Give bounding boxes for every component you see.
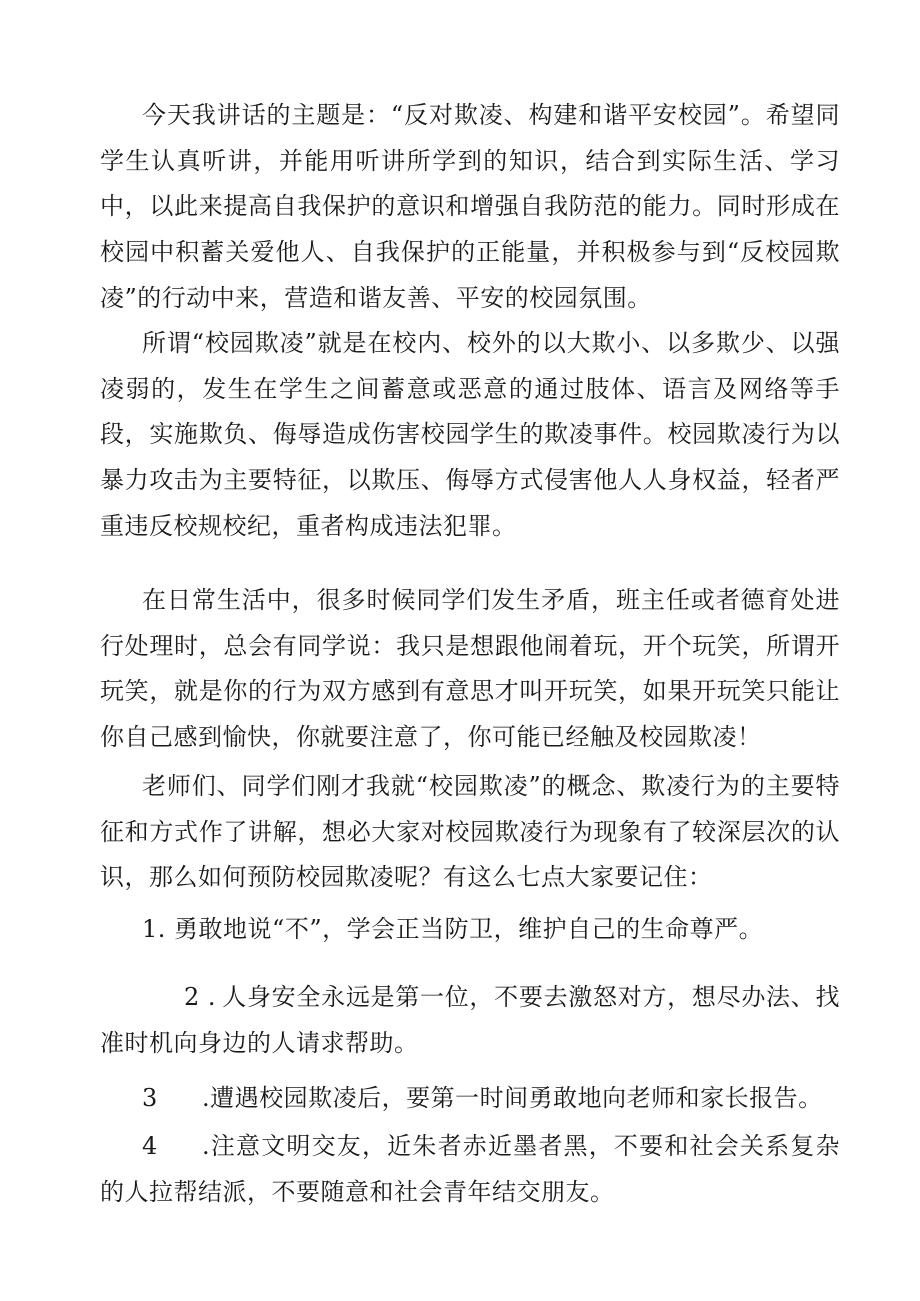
paragraph-summary: 老师们、同学们刚才我就“校园欺凌”的概念、欺凌行为的主要特征和方式作了讲解，想必大家对校园欺凌行为现象有了较深层次的认识，那么如何预防校园欺凌呢？有这么七点大家要记住： [100, 772, 840, 892]
paragraph-daily-life: 在日常生活中，很多时候同学们发生矛盾，班主任或者德育处进行处理时，总会有同学说：我只是想跟他闹着玩，开个玩笑，所谓开玩笑，就是你的行为双方感到有意思才叫开玩笑，如果开玩笑只能让你自己感到愉快，你就要注意了，你可能已经触及校园欺凌！ [100, 586, 840, 752]
list-item-1 [100, 907, 840, 953]
list-item-number: 2 . [184, 983, 217, 1011]
paragraph-theme: 今天我讲话的主题是：“反对欺凌、构建和谐平安校园”。希望同学生认真听讲，并能用听讲所学到的知识，结合到实际生活、学习中，以此来提高自我保护的意识和增强自我防范的能力。同时形成在校园中积蓄关爱他人、自我保护的正能量，并积极参与到“反校园欺凌”的行动中来，营造和谐友善、平安的校园氛围。 [100, 101, 840, 312]
list-item-text: .注意文明交友，近朱者赤近墨者黑，不要和社会关系复杂的人拉帮结派，不要随意和社会青年结交朋友。 [100, 1132, 840, 1206]
list-item-2 [100, 975, 840, 1066]
list-item-number: 3 [142, 1084, 158, 1112]
list-item-number: 1. [142, 915, 166, 943]
paragraph-definition: 所谓“校园欺凌”就是在校内、校外的以大欺小、以多欺少、以强凌弱的，发生在学生之间蓄意或恶意的通过肢体、语言及网络等手段，实施欺负、侮辱造成伤害校园学生的欺凌事件。校园欺凌行为以暴力攻击为主要特征，以欺压、侮辱方式侵害他人人身权益，轻者严重违反校规校纪，重者构成违法犯罪。 [100, 329, 840, 540]
list-item-3 [100, 1076, 840, 1122]
list-item-text: .遭遇校园欺凌后，要第一时间勇敢地向老师和家长报告。 [202, 1084, 823, 1112]
list-item-4 [100, 1124, 840, 1215]
list-item-text: 人身安全永远是第一位，不要去激怒对方，想尽办法、找准时机向身边的人请求帮助。 [100, 983, 840, 1057]
list-item-text: 勇敢地说“不”，学会正当防卫，维护自己的生命尊严。 [174, 915, 764, 943]
list-item-number: 4 [142, 1132, 158, 1160]
